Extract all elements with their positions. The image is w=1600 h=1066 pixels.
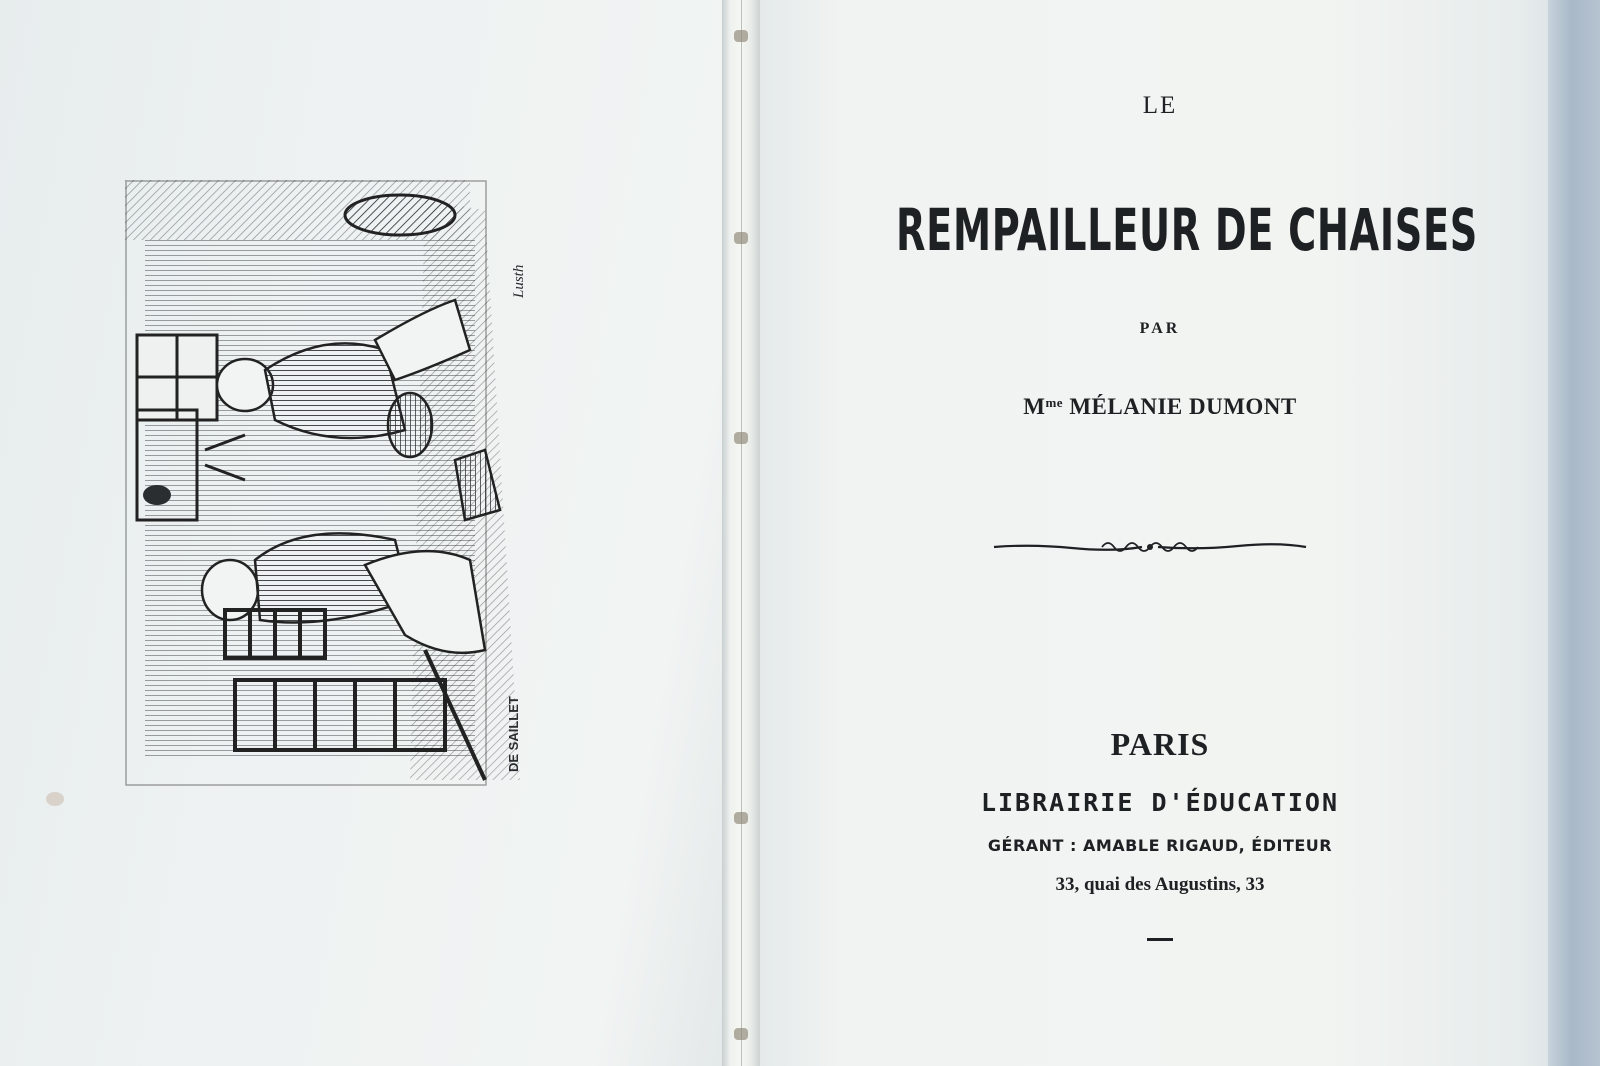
title-article: LE (1142, 92, 1178, 119)
publication-city: PARIS (1110, 726, 1210, 762)
binding-stitch (734, 232, 748, 244)
background-edge (1548, 0, 1600, 1066)
author-prefix-sup: me (1045, 395, 1064, 410)
right-page (760, 0, 1560, 1066)
publisher-name: LIBRAIRIE D'ÉDUCATION (980, 788, 1340, 817)
book-title: REMPAILLEUR DE CHAISES (896, 196, 1479, 264)
basket (345, 195, 455, 235)
author-line (760, 394, 1560, 420)
by-label: PAR (1139, 320, 1181, 337)
jug (143, 485, 171, 505)
engraver-signature: DE SAILLET (506, 696, 521, 772)
paper-stain (46, 792, 64, 806)
ornament-divider (992, 538, 1308, 558)
engraving-svg (125, 180, 540, 788)
gutter-fold (741, 0, 742, 1066)
artist-signature: Lusth (511, 264, 527, 298)
publisher-address: 33, quai des Augustins, 33 (1055, 874, 1265, 895)
binding-stitch (734, 30, 748, 42)
engraving-illustration (125, 180, 540, 788)
binding-stitch (734, 812, 748, 824)
bucket (388, 393, 432, 457)
closing-dash (1147, 938, 1173, 941)
author-prefix: M (1023, 394, 1046, 419)
binding-stitch (734, 432, 748, 444)
boy-head-upper (217, 359, 273, 411)
publisher-manager: GÉRANT : AMABLE RIGAUD, ÉDITEUR (987, 836, 1333, 855)
binding-stitch (734, 1028, 748, 1040)
author-name: MÉLANIE DUMONT (1069, 394, 1297, 419)
